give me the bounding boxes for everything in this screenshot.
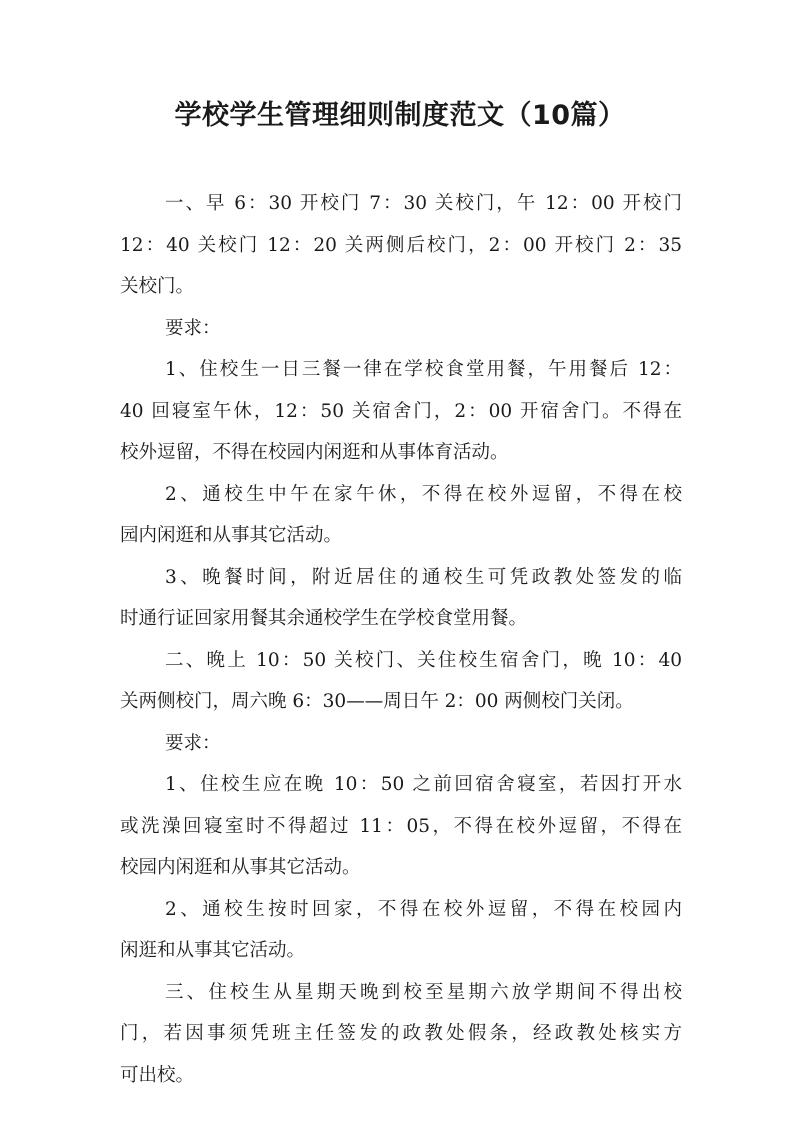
paragraph-line: 二、晚上 10：50 关校门、关住校生宿舍门，晚 10：40 [165,649,682,671]
document-title: 学校学生管理细则制度范文（10篇） [174,100,626,131]
paragraph-line: 关两侧校门，周六晚 6：30——周日午 2：00 两侧校门关闭。 [120,691,634,712]
paragraph-line: 门，若因事须凭班主任签发的政教处假条，经政教处核实方 [120,1023,682,1044]
paragraph-line: 关校门。 [120,276,195,297]
paragraph-line: 一、早 6：30 开校门 7：30 关校门，午 12：00 开校门 [165,193,682,214]
paragraph-line: 时通行证回家用餐其余通校学生在学校食堂用餐。 [120,608,528,629]
document-body [120,183,682,1096]
paragraph-line: 可出校。 [120,1064,195,1086]
paragraph-line: 1、住校生一日三餐一律在学校食堂用餐，午用餐后 12： [165,359,682,380]
paragraph-line: 校园内闲逛和从事其它活动。 [120,857,361,878]
paragraph-line: 3、晚餐时间，附近居住的通校生可凭政教处签发的临 [165,566,682,588]
requirement-heading: 要求： [165,732,221,754]
paragraph-line: 2、通校生中午在家午休，不得在校外逗留，不得在校 [165,483,682,505]
paragraph-line: 闲逛和从事其它活动。 [120,940,306,961]
paragraph-line: 40 回寝室午休，12：50 关宿舍门，2：00 开宿舍门。不得在 [120,400,682,422]
paragraph-line: 校外逗留，不得在校园内闲逛和从事体育活动。 [120,442,509,463]
requirement-heading: 要求： [165,317,221,339]
paragraph-line: 2、通校生按时回家，不得在校外逗留，不得在校园内 [165,898,682,920]
paragraph-line: 三、住校生从星期天晚到校至星期六放学期间不得出校 [165,981,682,1003]
paragraph-line: 或洗澡回寝室时不得超过 11：05，不得在校外逗留，不得在 [120,815,682,837]
paragraph-line: 1、住校生应在晚 10：50 之前回宿舍寝室，若因打开水 [165,774,682,795]
paragraph-line: 12：40 关校门 12：20 关两侧后校门，2：00 开校门 2：35 [120,234,682,256]
paragraph-line: 园内闲逛和从事其它活动。 [120,525,343,546]
